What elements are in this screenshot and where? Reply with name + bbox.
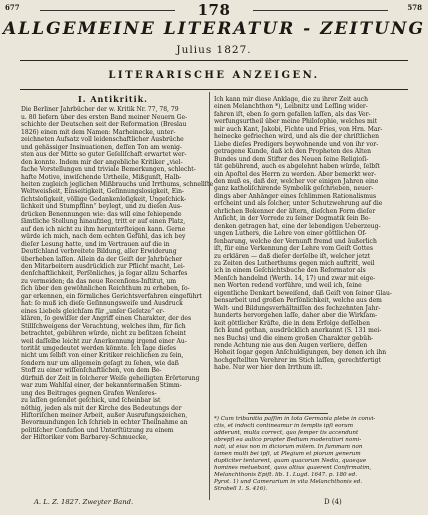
page-number bbox=[0, 1, 428, 19]
text-line: ſich kund gethan, ausdrücklich anerkannt (S. 131 mei- bbox=[214, 327, 382, 335]
text-line: weil daſſelbe leicht zur Anerkennung irgend einer Au- bbox=[21, 337, 187, 345]
text-line: Liebe dieſes Predigers beywohnende und von ihr vor- bbox=[214, 140, 379, 148]
text-line: torität umgedeutet werden könnte. Ich ſage dieſes bbox=[21, 344, 177, 352]
footnote-rule bbox=[248, 413, 328, 414]
text-line: Welt- und Bildungsverhältniſſen des fechzehnten Jahr- bbox=[214, 304, 381, 312]
text-line: hat: ſo muß ich dieſe Geſinnungsweiſe und Ausdruck bbox=[21, 300, 183, 308]
text-line: Menſch handelnd (Werth. 14, 17) und zwar mit eige- bbox=[214, 274, 376, 282]
right-column-text bbox=[214, 96, 410, 372]
text-line: tamen multi bei ipſi, ut Plegium et piorum generum bbox=[214, 451, 361, 457]
text-line: nen Worten redend vorführe, und weil ich, ſeine bbox=[214, 282, 362, 290]
text-line: ſämtliche Stellung hinaufzieg, tritt er auf einen Platz, bbox=[21, 218, 186, 226]
text-line: 1826) einen mit dem Namen: Marheinecke, unter- bbox=[21, 128, 176, 136]
text-line: Pyrot. 1) und Camerarium in vita Melanchthonis ed. bbox=[214, 479, 363, 485]
page-number-rule-right bbox=[253, 10, 388, 11]
text-line: Ich kann mir diese Anklage, die zu ihrer Zeit auch bbox=[214, 96, 369, 103]
text-line: den Mitarbeitern ausdrücklich zur Pflicht macht, Lei- bbox=[21, 262, 185, 270]
text-line: der Hiſtoriker vom Barbarey-Schmuecke, bbox=[21, 434, 148, 442]
text-line: Anſicht, in der Vorrede zu ſeiner Dogmatik ſein Be- bbox=[214, 215, 371, 223]
text-line: würde ich mich, nach dem echten Gefühl, das ich bey bbox=[21, 233, 186, 241]
text-line: zu erklären — daß dieſer derſelbe iſt, welcher jetzt bbox=[214, 252, 371, 260]
text-line: habe. Nur wer hier den Irrthum iſt. bbox=[214, 364, 323, 372]
column-divider bbox=[209, 92, 210, 500]
text-line: dings aber Anhänger eines ſchlimmen Rationalismus bbox=[214, 192, 377, 200]
text-line: und gehässiger Insinuationen, deſſen Ton am wenig- bbox=[21, 143, 182, 151]
text-line: werfungsurtheil über meine Philoſophie, welches mit bbox=[214, 118, 378, 126]
text-line: keit göttlicher Kräfte, die in dem Erfolge deſſelben bbox=[214, 319, 370, 327]
right-corner-number: 578 bbox=[407, 3, 422, 12]
text-line: homines metuebant, quos altius quaerent Confirmatim, bbox=[214, 465, 372, 471]
text-line: dürfniß der Zeit in ſolcherer Weiſe geheiligten Erörterung bbox=[21, 374, 200, 382]
text-line: war zum Wahlſal einer, der bekanntermaßen Stimm- bbox=[21, 382, 182, 390]
text-line: Bundes und dem Stifter des Neuen ſeine Religioſi- bbox=[214, 155, 369, 163]
text-line: nöthig, jeden als mit der Kirche des Bedeutungs der bbox=[21, 404, 182, 412]
text-line: Hiſtoriſchen meiner Arbeit, außer Ausrufungszeichen, bbox=[21, 412, 188, 420]
text-line: nes Buchs) und die einem großen Charakter gebüh- bbox=[214, 334, 374, 342]
text-line: ſichtsloſigkeit, völlige Gedankenloſigkeit, Ungeſchick- bbox=[21, 195, 187, 203]
text-line: Stoff zu einer wiſſenſchaftlichen, von dem Be- bbox=[21, 367, 162, 375]
text-line: erſcheint und als ſolcher, unter Schutzwehrung auf die bbox=[214, 200, 383, 208]
text-line: heinecke gefriechen wird, und als die der chriſtlichen bbox=[214, 133, 380, 141]
text-line: ungen Luthers, die Lehre von einer göttlichen Of- bbox=[214, 230, 367, 238]
text-line: *) Cum tribunitia paſſim in tota Germania plebe in convi- bbox=[214, 416, 376, 422]
text-line: drücken Benennungen wie: das will eine ſehiepende bbox=[21, 210, 182, 218]
page-number-text: 178 bbox=[197, 1, 231, 19]
text-line: Hoheit ſogar gegen Anſchuldigungen, bey denen ich ihn bbox=[214, 349, 387, 357]
text-line: heiten zugleich jeglichen Mißbrauchs und Irrthums, schnellſte bbox=[21, 180, 214, 188]
text-line: fahren iſt, eben ſo gern gefallen laſſen, als das Ver- bbox=[214, 110, 371, 118]
text-line: ein Apoſtel des Herrn zu werden. Aber bemerkt wer- bbox=[214, 170, 377, 178]
text-line: lichkeit und Stumpfſinn“ beylegt, und zu dieſen Aus- bbox=[21, 203, 183, 211]
text-line: hochgeſtellten Verehrer im Stich laſſen, gerechtfertigt bbox=[214, 356, 381, 364]
text-line: denken getragen hat, eine der lebendigen Ueberzeug- bbox=[214, 222, 381, 230]
text-line: ehrlichen Bekenner der ältern, dieſchen Form dieſer bbox=[214, 207, 376, 215]
issue-date: Julius 1827. bbox=[176, 44, 252, 56]
text-line: adderunt, multa correct, quo ſemper tis accendunt bbox=[214, 430, 359, 436]
column-heading: I. Antikritik. bbox=[78, 94, 148, 104]
text-line: betrachtet, gebühren würde, nicht zu beſitzen ſcheint bbox=[21, 330, 187, 338]
text-line: Die Berliner Jahrbücher der w. Kritik Nr. 77, 78, 79 bbox=[21, 106, 179, 114]
text-line: ung des Beitrages gegnen Grafen Wenſeres- bbox=[21, 389, 157, 397]
text-line: Melanchthonis Epiſt. lib. 1. Lugd. 1647. p. 180 ed. bbox=[214, 472, 358, 478]
text-line: ganz katholiſchirende Symbolik geſchrieben, neuer- bbox=[214, 185, 374, 193]
text-line: mir auch Kant, Jakobi, Fichte und Fries, von Hrn. Mar- bbox=[214, 125, 383, 133]
text-line: einen Melanchthon *), Leibnitz und Leſſing wider- bbox=[214, 103, 368, 111]
header-rule bbox=[20, 60, 408, 61]
text-line: zu vermeiden; da das neue Recenſions-Inſtitut, um bbox=[21, 277, 177, 285]
text-line: Bevormundungen Ich ſchrieb in echter Theilnahme an bbox=[21, 419, 188, 427]
text-line: nicht um ſelbſt von einer Kritiker reichlichen zu ſein, bbox=[21, 352, 184, 360]
text-line: auf den ich nicht zu ihm herunterſteigen kann. Gerne bbox=[21, 225, 186, 233]
footnote bbox=[214, 416, 410, 492]
text-line: Weltweisheit, Einseitigkeit, Geſinnungslosigkeit, Ein- bbox=[21, 188, 185, 196]
text-line: politiſcher Confuſion und Unterſtützung zu einem bbox=[21, 426, 174, 434]
text-line: dupliciter tentarent, quam quacorum Nedia, quaeque bbox=[214, 458, 367, 464]
text-line: zeichneten Aufsatz voll leidenschaftlicher Ausbrüche bbox=[21, 136, 184, 144]
left-column-text bbox=[21, 106, 214, 442]
text-line: fache Vorstellungen und triviale Bemerkungen, schlecht- bbox=[21, 166, 196, 174]
text-line: zu Zeiten des Lutherthums gegen mich auftritt, weil bbox=[214, 259, 375, 267]
text-line: ich in einem Geſchichtsbuche den Reformator als bbox=[214, 267, 366, 275]
text-line: nati, ut eius non in diciorum mitem. In ſummam non bbox=[214, 444, 363, 450]
text-line: Strobell 1. S. 416). bbox=[214, 486, 268, 492]
text-line: dieſer Lesung hatte, und im Vertrauen auf die in bbox=[21, 240, 170, 248]
text-line: ſich über den gewöhnlichen Reichthum zu erheben, ſo- bbox=[21, 285, 190, 293]
text-line: ſondern nur um allgemein geſagt zu ſehen, wie daß bbox=[21, 359, 179, 367]
text-line: ctis, et indocti contineamur in templis ipſi eorum bbox=[214, 423, 354, 429]
volume-signature: A. L. Z. 1827. Zweyter Band. bbox=[34, 498, 134, 506]
sheet-signature: D (4) bbox=[324, 498, 342, 506]
text-line: Deutſchland verbreitete Bildung, aller Erwiderung bbox=[21, 248, 177, 256]
left-column bbox=[21, 94, 214, 496]
text-line: den muß es, daß der, welcher vor einigen Jahren eine bbox=[214, 177, 379, 185]
text-line: schichte der Deutschen seit der Reformation (Breslau bbox=[21, 121, 187, 129]
page-number-rule-left bbox=[40, 10, 175, 11]
footnote-text bbox=[214, 416, 410, 493]
section-title: LITERARISCHE ANZEIGEN. bbox=[108, 70, 320, 81]
masthead: ALLGEMEINE LITERATUR - ZEITUNG bbox=[3, 19, 425, 39]
text-line: zu laſſen geſendet geſchick, und ſcheinbar ist bbox=[21, 397, 161, 405]
text-line: obrepſi ea aulico propter Bedium moderatiori nomi- bbox=[214, 437, 362, 443]
section-rule bbox=[20, 89, 408, 90]
text-line: den konnte. Indem mir der angebliche Kritiker „viel- bbox=[21, 158, 183, 166]
text-line: denſchaftlichkeit, Perſönliches, ja ſogar allzu Scharfes bbox=[21, 270, 188, 278]
text-line: eigentliche Denkart beweiſend, daß Geiſt von ſeiner Glau- bbox=[214, 289, 392, 297]
text-line: Stillſchweigens der Verachtung, welches ihm, für ſich bbox=[21, 322, 186, 330]
text-line: fenbarung, welche der Vernunft fremd und äußerlich bbox=[214, 237, 377, 245]
text-line: iſt, für eine Verkennung der Lehre vom Geiſt Gottes bbox=[214, 245, 373, 253]
text-line: rende Achtung nie aus den Augen verliere, deſſen bbox=[214, 341, 368, 349]
text-line: überheben laſſen. Allein da der Geiſt der Jahrbücher bbox=[21, 255, 183, 263]
text-line: hafte Motive, inwiſchende Urtheile, Mißgunſt, Halb- bbox=[21, 173, 182, 181]
text-line: klären, ſo gewiſſer der Angriff einen Charakter, der des bbox=[21, 315, 192, 323]
text-line: hunderts hervorgehen laſſe, daher aber die Wirkſam- bbox=[214, 312, 378, 320]
right-column bbox=[214, 96, 410, 416]
left-corner-number: 677 bbox=[5, 3, 20, 12]
text-line: eines Liebels gleichſam für „unſer Geſetze“ er- bbox=[21, 307, 165, 315]
text-line: gar erkennen, ein förmliches Gerichtsverfahren eingeführt bbox=[21, 292, 202, 300]
text-line: getragene Kunde, daß ich den Propheten des Alten bbox=[214, 148, 371, 156]
text-line: sten aus der Mitte so guter Geſellſchaft erwartet wer- bbox=[21, 151, 187, 159]
text-line: tät gebührend, auch es abgelehnt haben würde, ſelbſt bbox=[214, 163, 380, 171]
text-line: u. 80 liefern über des ersten Band meiner Neuern Ge- bbox=[21, 113, 188, 121]
text-line: bensarbeit und großen Perſönlichkeit, welche aus dem bbox=[214, 297, 382, 305]
